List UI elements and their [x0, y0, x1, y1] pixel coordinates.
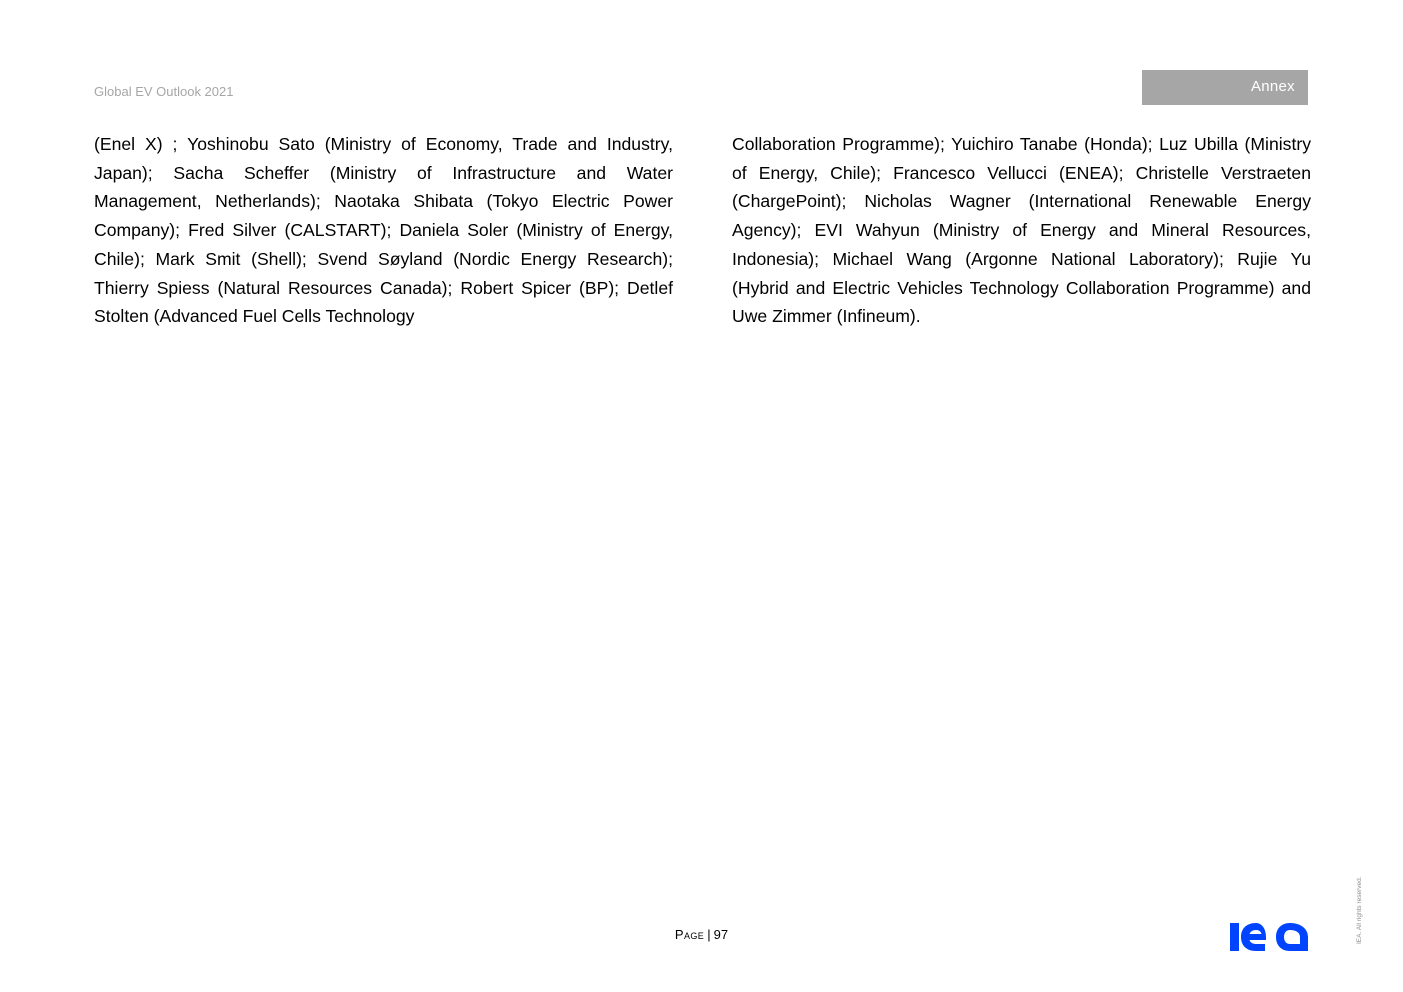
copyright-notice: IEA. All rights reserved.: [1356, 876, 1363, 944]
document-title: Global EV Outlook 2021: [94, 84, 234, 99]
iea-logo: [1229, 914, 1309, 952]
page-separator: |: [707, 927, 711, 942]
page-word: Page: [674, 927, 705, 942]
section-label: Annex: [1250, 78, 1295, 95]
page-number-footer: [0, 927, 1403, 942]
left-column-text: (Enel X) ; Yoshinobu Sato (Ministry of Economy, Trade and Industry, Japan); Sacha Scheffer (Ministry of Infrastructure and Water Management, Netherlands); Naotaka Shibata (Tokyo Electric Power Company); Fred Silver (CALSTART); Daniela Soler (Ministry of Energy, Chile); Mark Smit (Shell); Svend Søyland (Nordic Energy Research); Thierry Spiess (Natural Resources Canada); Robert Spicer (BP); Detlef Stolten (Advanced Fuel Cells Technology: [94, 134, 673, 327]
section-tab: [1142, 70, 1308, 105]
right-column-text: Collaboration Programme); Yuichiro Tanabe (Honda); Luz Ubilla (Ministry of Energy, Chile); Francesco Vellucci (ENEA); Christelle Verstraeten (ChargePoint); Nicholas Wagner (International Renewable Energy Agency); EVI Wahyun (Ministry of Energy and Mineral Resources, Indonesia); Michael Wang (Argonne National Laboratory); Rujie Yu (Hybrid and Electric Vehicles Technology Collaboration Programme) and Uwe Zimmer (Infineum).: [732, 134, 1311, 327]
page-number: 97: [713, 927, 729, 942]
